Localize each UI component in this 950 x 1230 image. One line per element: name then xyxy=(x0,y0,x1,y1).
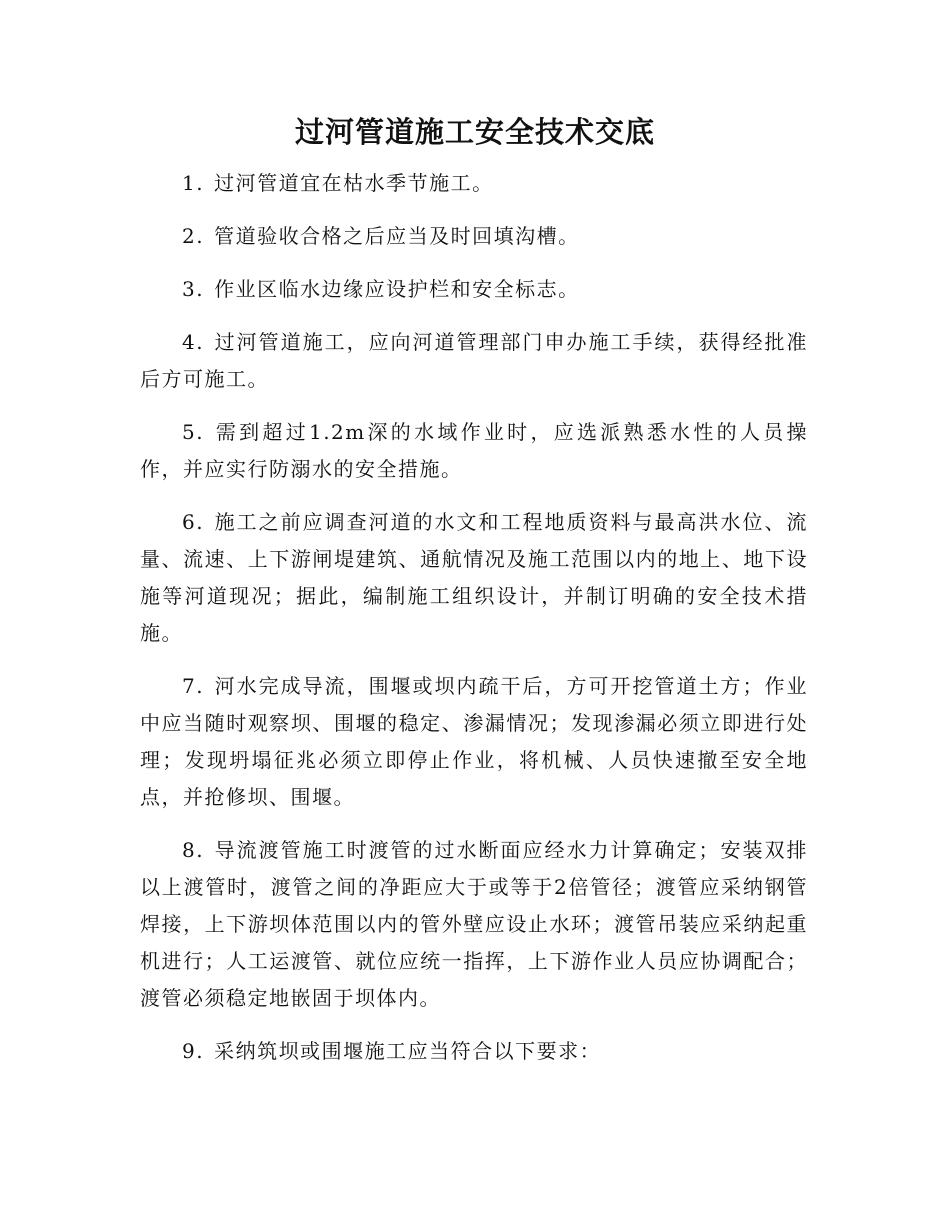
document-body xyxy=(140,165,808,1086)
list-item xyxy=(140,414,808,488)
list-item xyxy=(140,324,808,398)
item-text: 过河管道施工，应向河道管理部门申办施工手续，获得经批准后方可施工。 xyxy=(140,330,808,391)
item-number: 2. xyxy=(182,224,205,248)
list-item xyxy=(140,668,808,816)
item-number: 5. xyxy=(182,420,205,444)
item-number: 4. xyxy=(182,330,205,354)
item-text: 采纳筑坝或围堰施工应当符合以下要求： xyxy=(214,1039,602,1063)
item-number: 1. xyxy=(182,171,205,195)
list-item xyxy=(140,1033,808,1070)
item-text: 需到超过1.2m深的水域作业时，应选派熟悉水性的人员操作，并应实行防溺水的安全措施。 xyxy=(140,420,808,481)
item-text: 施工之前应调查河道的水文和工程地质资料与最高洪水位、流量、流速、上下游闸堤建筑、通航情况及施工范围以内的地上、地下设施等河道现况；据此，编制施工组织设计，并制订明确的安全技术措施。 xyxy=(140,510,808,645)
item-text: 导流渡管施工时渡管的过水断面应经水力计算确定；安装双排以上渡管时，渡管之间的净距应大于或等于2倍管径；渡管应采纳钢管焊接，上下游坝体范围以内的管外壁应设止水环；渡管吊装应采纳起重机进行；人工运渡管、就位应统一指挥，上下游作业人员应协调配合；渡管必须稳定地嵌固于坝体内。 xyxy=(140,838,808,1010)
item-text: 管道验收合格之后应当及时回填沟槽。 xyxy=(214,224,580,248)
item-number: 7. xyxy=(182,674,205,698)
list-item xyxy=(140,271,808,308)
list-item xyxy=(140,504,808,652)
item-text: 作业区临水边缘应设护栏和安全标志。 xyxy=(214,277,580,301)
item-number: 3. xyxy=(182,277,205,301)
item-number: 8. xyxy=(182,838,205,862)
list-item xyxy=(140,218,808,255)
list-item xyxy=(140,832,808,1017)
document-title: 过河管道施工安全技术交底 xyxy=(294,115,655,149)
list-item xyxy=(140,165,808,202)
item-number: 9. xyxy=(182,1039,205,1063)
item-text: 过河管道宜在枯水季节施工。 xyxy=(214,171,494,195)
item-text: 河水完成导流，围堰或坝内疏干后，方可开挖管道土方；作业中应当随时观察坝、围堰的稳定、渗漏情况；发现渗漏必须立即进行处理；发现坍塌征兆必须立即停止作业，将机械、人员快速撤至安全地点，并抢修坝、围堰。 xyxy=(140,674,808,809)
item-number: 6. xyxy=(182,510,205,534)
